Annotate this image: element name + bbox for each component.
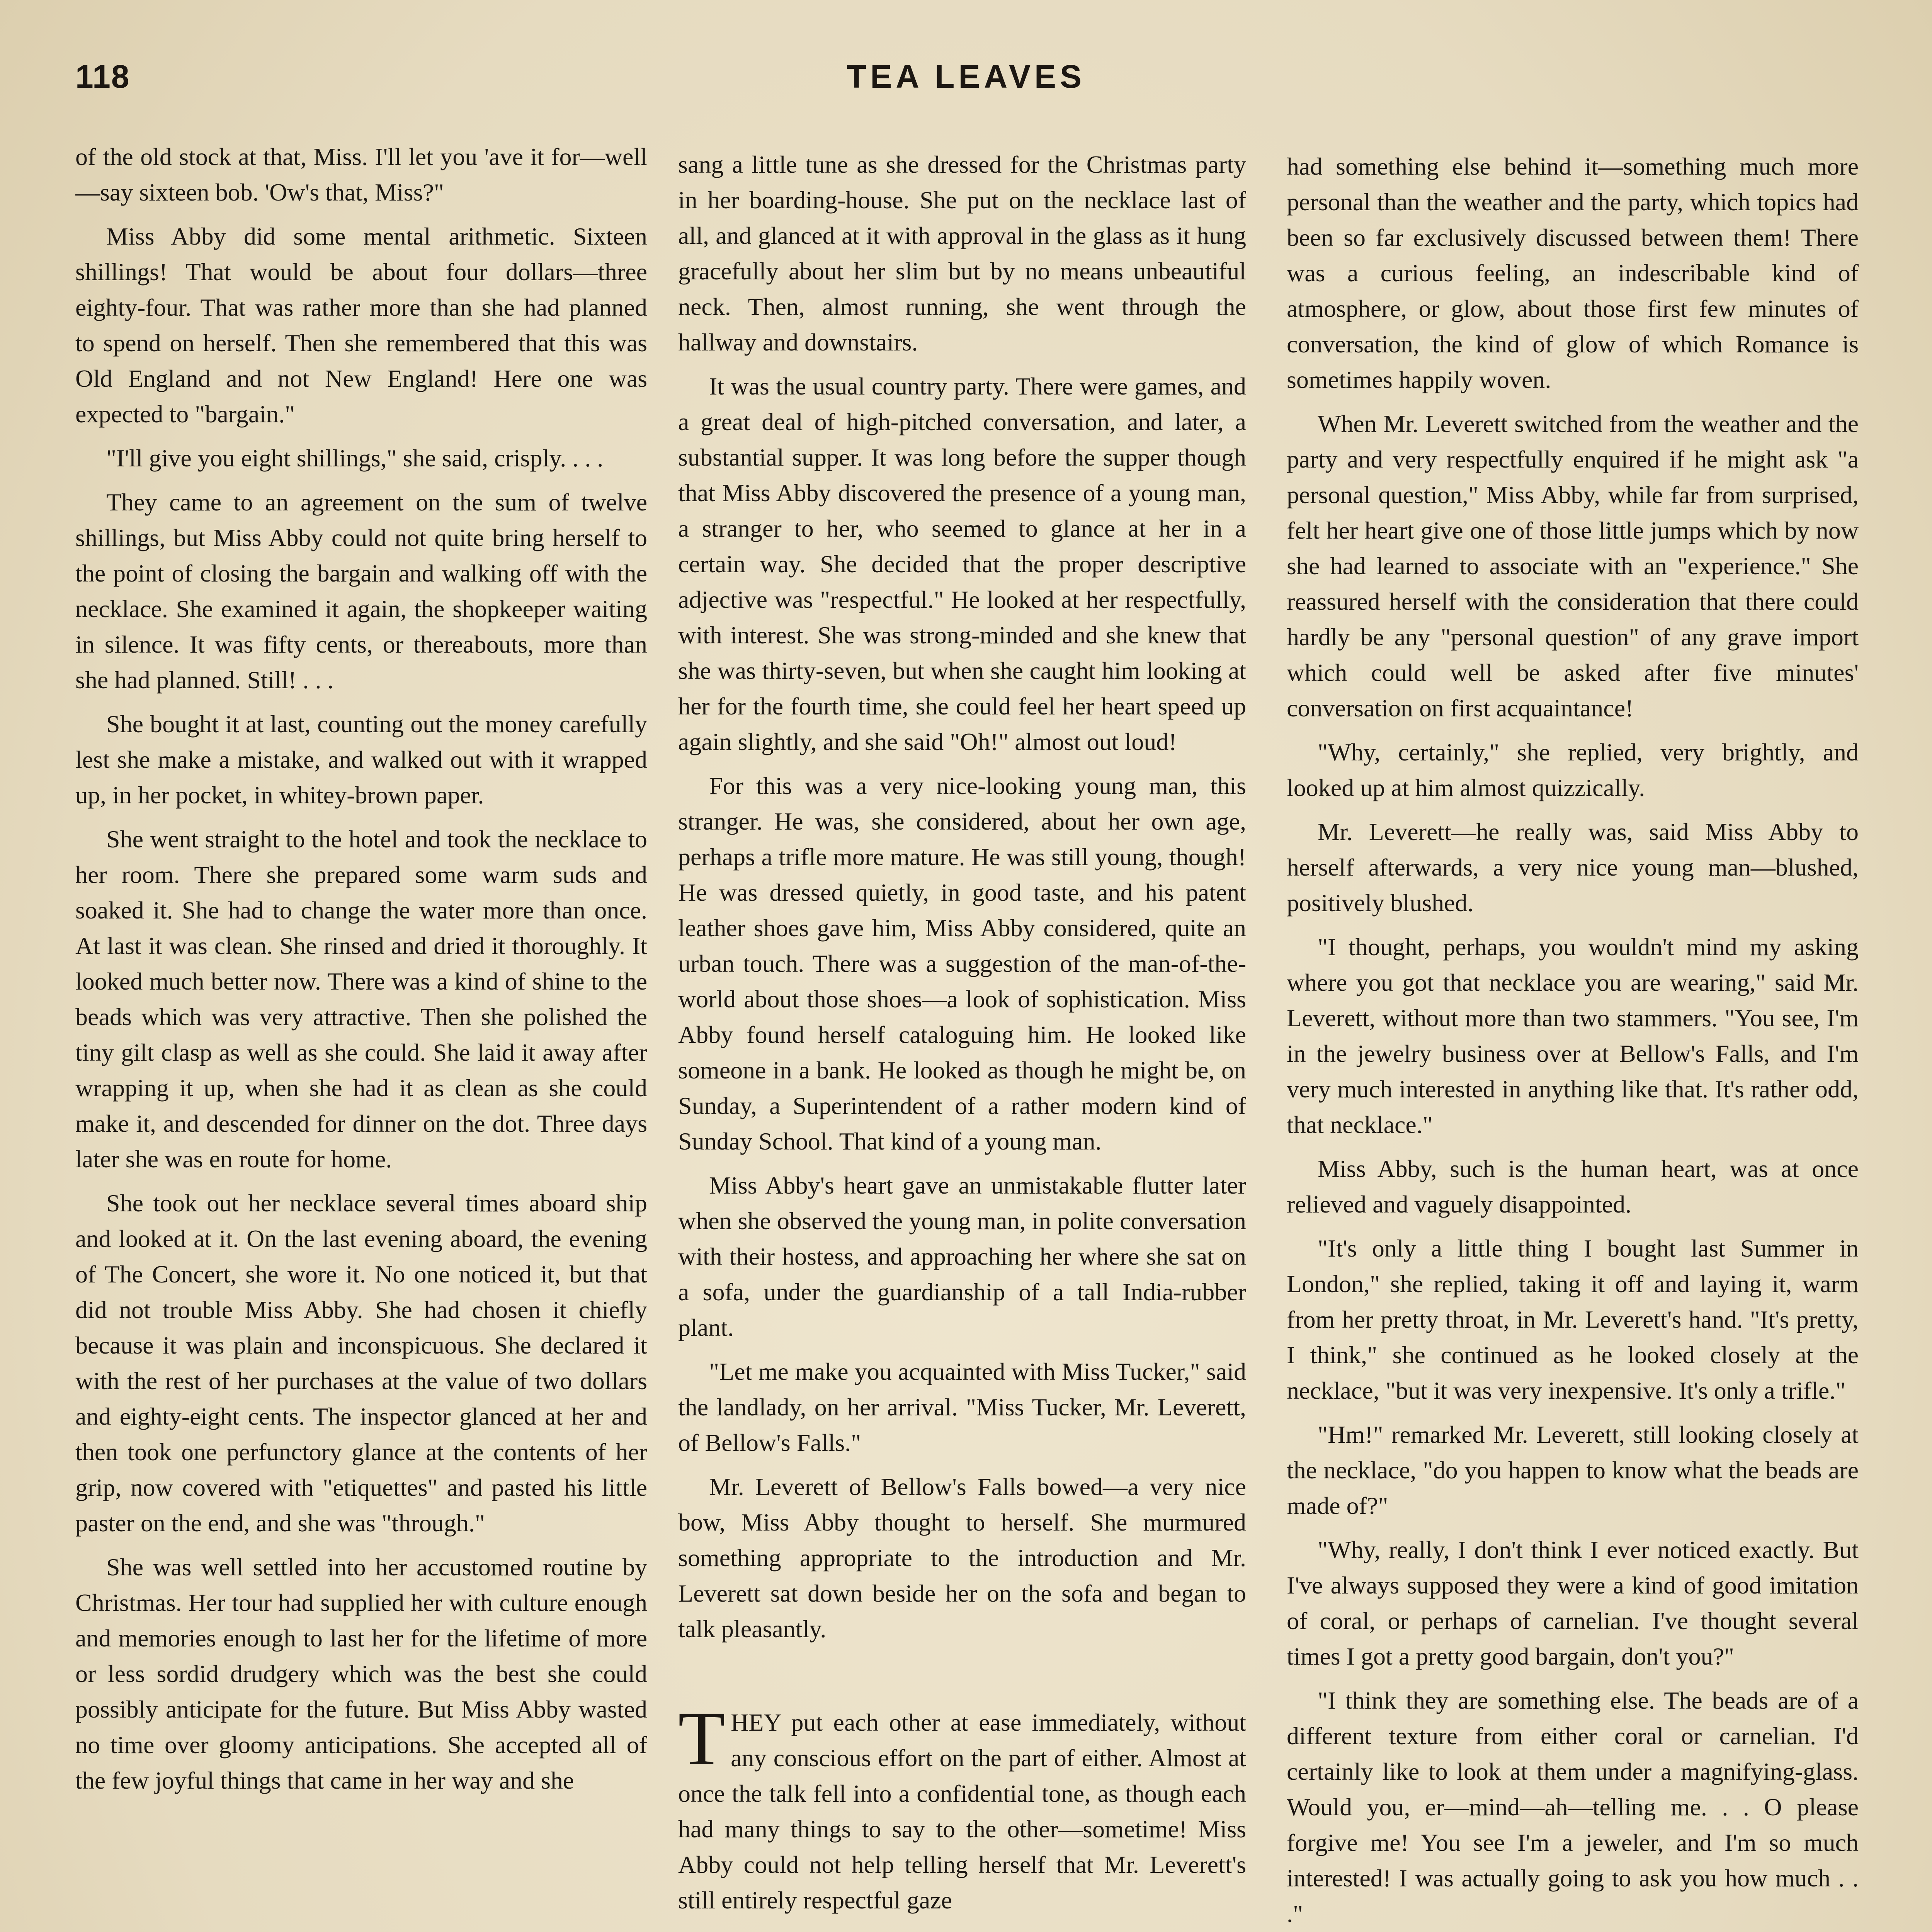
- paragraph-text: HEY put each other at ease immediately, without any conscious effort on the part of either. Almost at once the talk fell into a confidential tone, as though each had many things to say to the other—sometime! Miss Abby could not help telling herself that Mr. Leverett's still entirely respectful gaze: [678, 1709, 1246, 1914]
- paragraph: When Mr. Leverett switched from the weather and the party and very respectfully enquired if he might ask "a personal question," Miss Abby, while far from surprised, felt her heart give one of those little jumps which by now she had learned to associate with an "experience." She reassured herself with the consideration that there could hardly be any "personal question" of any grave import which could well be asked after five minutes' conversation on first acquaintance!: [1287, 410, 1859, 722]
- paragraph: sang a little tune as she dressed for the Christmas party in her boarding-house. She put on the necklace last of all, and glanced at it with approval in the glass as it hung gracefully about her slim but by no means unbeautiful neck. Then, almost running, she went through the hallway and downstairs.: [678, 151, 1246, 356]
- paragraph: Mr. Leverett of Bellow's Falls bowed—a very nice bow, Miss Abby thought to herself. She murmured something appropriate to the introduction and Mr. Leverett sat down beside her on the sofa and began to talk pleasantly.: [678, 1473, 1246, 1643]
- paragraph: It was the usual country party. There were games, and a great deal of high-pitched conversation, and later, a substantial supper. It was long before the supper though that Miss Abby discovered the presence of a young man, a stranger to her, who seemed to glance at her in a certain way. She decided that the proper descriptive adjective was "respectful." He looked at her respectfully, with interest. She was strong-minded and she knew that she was thirty-seven, but when she caught him looking at her for the fourth time, she could feel her heart speed up again slightly, and she said "Oh!" almost out loud!: [678, 372, 1246, 755]
- paragraph: "It's only a little thing I bought last Summer in London," she replied, taking it off and laying it, warm from her pretty throat, in Mr. Leverett's hand. "It's pretty, I think," she continued as he looked closely at the necklace, "but it was very inexpensive. It's only a trifle.": [1287, 1235, 1859, 1404]
- paragraph: Mr. Leverett—he really was, said Miss Abby to herself afterwards, a very nice young man—blushed, positively blushed.: [1287, 818, 1859, 917]
- paragraph: "I'll give you eight shillings," she said, crisply. . . .: [106, 444, 604, 472]
- paragraph: She took out her necklace several times aboard ship and looked at it. On the last evening aboard, the evening of The Concert, she wore it. No one noticed it, but that did not trouble Miss Abby. She had chosen it chiefly because it was plain and inconspicuous. She declared it with the rest of her purchases at the value of two dollars and eighty-eight cents. The inspector glanced at her and then took one perfunctory glance at the contents of her grip, now covered with "etiquettes" and pasted his little paster on the end, and she was "through.": [75, 1189, 647, 1537]
- page-number: 118: [75, 58, 130, 95]
- paragraph: [678, 1696, 1246, 1918]
- drop-cap: T: [678, 1696, 726, 1781]
- paragraph: "I think they are something else. The beads are of a different texture from either coral or carnelian. I'd certainly like to look at them under a magnifying-glass. Would you, er—mind—ah—telling me. . . O please forgive me! You see I'm a jeweler, and I'm so much interested! I was actually going to ask you how much . . .": [1287, 1687, 1859, 1927]
- paragraph: She went straight to the hotel and took the necklace to her room. There she prepared some warm suds and soaked it. She had to change the water more than once. At last it was clean. She rinsed and dried it thoroughly. It looked much better now. There was a kind of shine to the beads which was very attractive. Then she polished the tiny gilt clasp as well as she could. She laid it away after wrapping it up, when she had it as clean as she could make it, and descended for dinner on the dot. Three days later she was en route for home.: [75, 825, 647, 1173]
- paragraph: Miss Abby's heart gave an unmistakable flutter later when she observed the young man, in polite conversation with their hostess, and approaching her where she sat on a sofa, under the guardianship of a tall India-rubber plant.: [678, 1172, 1246, 1341]
- text-column-3: [1287, 149, 1859, 1932]
- paragraph: of the old stock at that, Miss. I'll let you 'ave it for—well—say sixteen bob. 'Ow's that, Miss?": [75, 143, 647, 206]
- paragraph: Miss Abby did some mental arithmetic. Sixteen shillings! That would be about four dollars—three eighty-four. That was rather more than she had planned to spend on herself. Then she remembered that this was Old England and not New England! Here one was expected to "bargain.": [75, 223, 647, 428]
- paragraph: She bought it at last, counting out the money carefully lest she make a mistake, and walked out with it wrapped up, in her pocket, in whitey-brown paper.: [75, 710, 647, 809]
- running-title: TEA LEAVES: [846, 58, 1086, 95]
- paragraph: She was well settled into her accustomed routine by Christmas. Her tour had supplied her with culture enough and memories enough to last her for the lifetime of more or less sordid drudgery which was the best she could possibly anticipate for the future. But Miss Abby wasted no time over gloomy anticipations. She accepted all of the few joyful things that came in her way and she: [75, 1553, 647, 1794]
- paragraph: "Hm!" remarked Mr. Leverett, still looking closely at the necklace, "do you happen to know what the beads are made of?": [1287, 1421, 1859, 1519]
- page-header: [0, 58, 1932, 112]
- text-column-2: [678, 147, 1246, 1932]
- paragraph: They came to an agreement on the sum of twelve shillings, but Miss Abby could not quite bring herself to the point of closing the bargain and walking off with the necklace. She examined it again, the shopkeeper waiting in silence. It was fifty cents, or thereabouts, more than she had planned. Still! . . .: [75, 488, 647, 694]
- paragraph: "Let me make you acquainted with Miss Tucker," said the landlady, on her arrival. "Miss Tucker, Mr. Leverett, of Bellow's Falls.": [678, 1358, 1246, 1456]
- text-column-1: [75, 139, 647, 1932]
- paragraph: "Why, really, I don't think I ever noticed exactly. But I've always supposed they were a kind of good imitation of coral, or perhaps of carnelian. I've thought several times I got a pretty good bargain, don't you?": [1287, 1536, 1859, 1670]
- paragraph: "I thought, perhaps, you wouldn't mind my asking where you got that necklace you are wearing," said Mr. Leverett, without more than two stammers. "You see, I'm in the jewelry business over at Bellow's Falls, and I'm very much interested in anything like that. It's rather odd, that necklace.": [1287, 933, 1859, 1138]
- paragraph: "Why, certainly," she replied, very brightly, and looked up at him almost quizzically.: [1287, 738, 1859, 801]
- paragraph: had something else behind it—something much more personal than the weather and the party, which topics had been so far exclusively discussed between them! There was a curious feeling, an indescribable kind of atmosphere, or glow, about those first few minutes of conversation, the kind of glow of which Romance is sometimes happily woven.: [1287, 153, 1859, 393]
- paragraph: Miss Abby, such is the human heart, was at once relieved and vaguely disappointed.: [1287, 1155, 1859, 1218]
- paragraph: For this was a very nice-looking young man, this stranger. He was, she considered, about her own age, perhaps a trifle more mature. He was still young, though! He was dressed quietly, in good taste, and his patent leather shoes gave him, Miss Abby considered, quite an urban touch. There was a suggestion of the man-of-the-world about those shoes—a look of sophistication. Miss Abby found herself cataloguing him. He looked like someone in a bank. He looked as though he might be, on Sunday, a Superintendent of a rather modern kind of Sunday School. That kind of a young man.: [678, 772, 1246, 1155]
